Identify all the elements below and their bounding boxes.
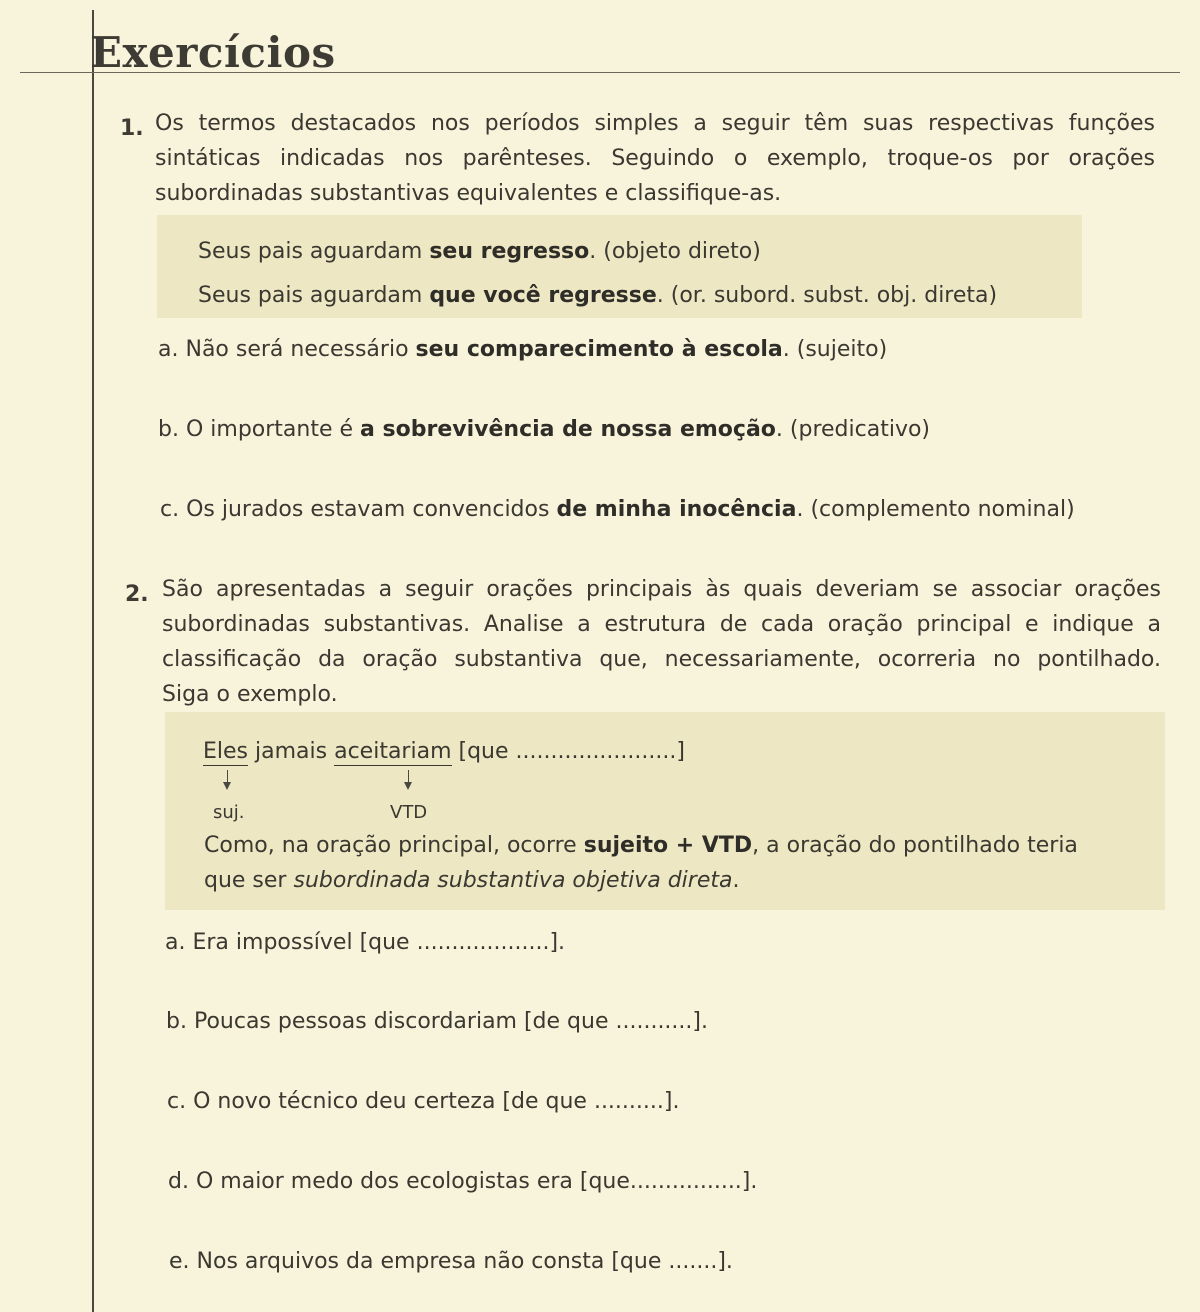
item-text: Era impossível [que ...................]. xyxy=(192,930,566,955)
q2-item-b xyxy=(166,1007,708,1037)
example-text: Seus pais aguardam xyxy=(198,283,430,308)
arrow-down-icon xyxy=(227,770,228,782)
item-text: O novo técnico deu certeza [de que ..........]. xyxy=(193,1089,680,1114)
question-1-number: 1. xyxy=(120,116,144,141)
q1-item-c xyxy=(160,495,1075,525)
subject-word: Eles xyxy=(203,739,249,764)
q2-instruction-line: subordinadas substantivas. Analise a estrutura de cada oração principal e indique a xyxy=(162,612,1161,637)
example-highlight: seu regresso xyxy=(429,239,590,264)
item-highlight: de minha inocência xyxy=(556,497,797,522)
q1-instruction-line: sintáticas indicadas nos parênteses. Seguindo o exemplo, troque-os por orações xyxy=(155,146,1155,171)
item-text: Poucas pessoas discordariam [de que ...........]. xyxy=(193,1009,708,1034)
q1-instruction-line: subordinadas substantivas equivalentes e classifique-as. xyxy=(155,181,782,206)
question-1-instruction xyxy=(155,106,1155,211)
q1-item-b xyxy=(158,415,930,445)
page-title: Exercícios xyxy=(90,28,336,77)
example-function: . (objeto direto) xyxy=(589,239,761,264)
explanation-text: . xyxy=(732,868,740,893)
q1-instruction-line: Os termos destacados nos períodos simples a seguir têm suas respectivas funções xyxy=(155,111,1155,136)
question-2-number: 2. xyxy=(125,582,149,607)
q2-item-a xyxy=(165,928,565,958)
q1-example xyxy=(198,230,997,318)
q1-item-a xyxy=(158,335,887,365)
item-letter: c. xyxy=(167,1089,187,1114)
blank-clause: [que .......................] xyxy=(451,739,685,764)
explanation-line-1 xyxy=(204,828,1078,863)
arrow-down-icon xyxy=(408,770,409,782)
item-letter: a. xyxy=(165,930,186,955)
item-text: O importante é xyxy=(185,417,361,442)
example-highlight: que você regresse xyxy=(429,283,657,308)
verb-label: VTD xyxy=(390,802,428,823)
question-2-instruction xyxy=(162,572,1161,712)
arrowhead-icon xyxy=(223,782,231,790)
q2-instruction-line: São apresentadas a seguir orações principais às quais deveriam se associar orações xyxy=(162,577,1161,602)
item-letter: b. xyxy=(166,1009,187,1034)
classification-text: subordinada substantiva objetiva direta xyxy=(293,868,733,893)
verb-word: aceitariam xyxy=(334,739,452,764)
example-text: Seus pais aguardam xyxy=(198,239,430,264)
q2-item-e xyxy=(169,1247,733,1277)
q2-instruction-line: classificação da oração substantiva que, necessariamente, ocorreria no pontilhado. xyxy=(162,647,1161,672)
item-function: . (complemento nominal) xyxy=(796,497,1075,522)
item-text: Os jurados estavam convencidos xyxy=(186,497,557,522)
q2-item-c xyxy=(167,1087,679,1117)
item-highlight: seu comparecimento à escola xyxy=(415,337,783,362)
example-function: . (or. subord. subst. obj. direta) xyxy=(656,283,998,308)
q2-example-explanation xyxy=(204,828,1078,898)
item-function: . (predicativo) xyxy=(775,417,931,442)
left-margin-rule xyxy=(92,10,94,1312)
item-letter: d. xyxy=(168,1169,189,1194)
q2-example-sentence xyxy=(203,737,685,767)
q1-example-line-1 xyxy=(198,230,997,274)
adverb-text: jamais xyxy=(248,739,335,764)
subject-label: suj. xyxy=(213,802,245,823)
arrowhead-icon xyxy=(404,782,412,790)
q2-item-d xyxy=(168,1167,757,1197)
item-text: O maior medo dos ecologistas era [que................]. xyxy=(195,1169,758,1194)
item-text: Nos arquivos da empresa não consta [que .......]. xyxy=(196,1249,733,1274)
q2-instruction-line: Siga o exemplo. xyxy=(162,682,338,707)
explanation-text: Como, na oração principal, ocorre xyxy=(204,833,584,858)
q1-example-line-2 xyxy=(198,274,997,318)
explanation-highlight: sujeito + VTD xyxy=(583,833,753,858)
item-letter: c. xyxy=(160,497,180,522)
item-letter: e. xyxy=(169,1249,190,1274)
item-highlight: a sobrevivência de nossa emoção xyxy=(360,417,776,442)
explanation-text: que ser xyxy=(204,868,294,893)
explanation-line-2 xyxy=(204,863,1078,898)
item-function: . (sujeito) xyxy=(782,337,888,362)
explanation-text: , a oração do pontilhado teria xyxy=(752,833,1078,858)
item-letter: b. xyxy=(158,417,179,442)
item-letter: a. xyxy=(158,337,179,362)
item-text: Não será necessário xyxy=(185,337,416,362)
